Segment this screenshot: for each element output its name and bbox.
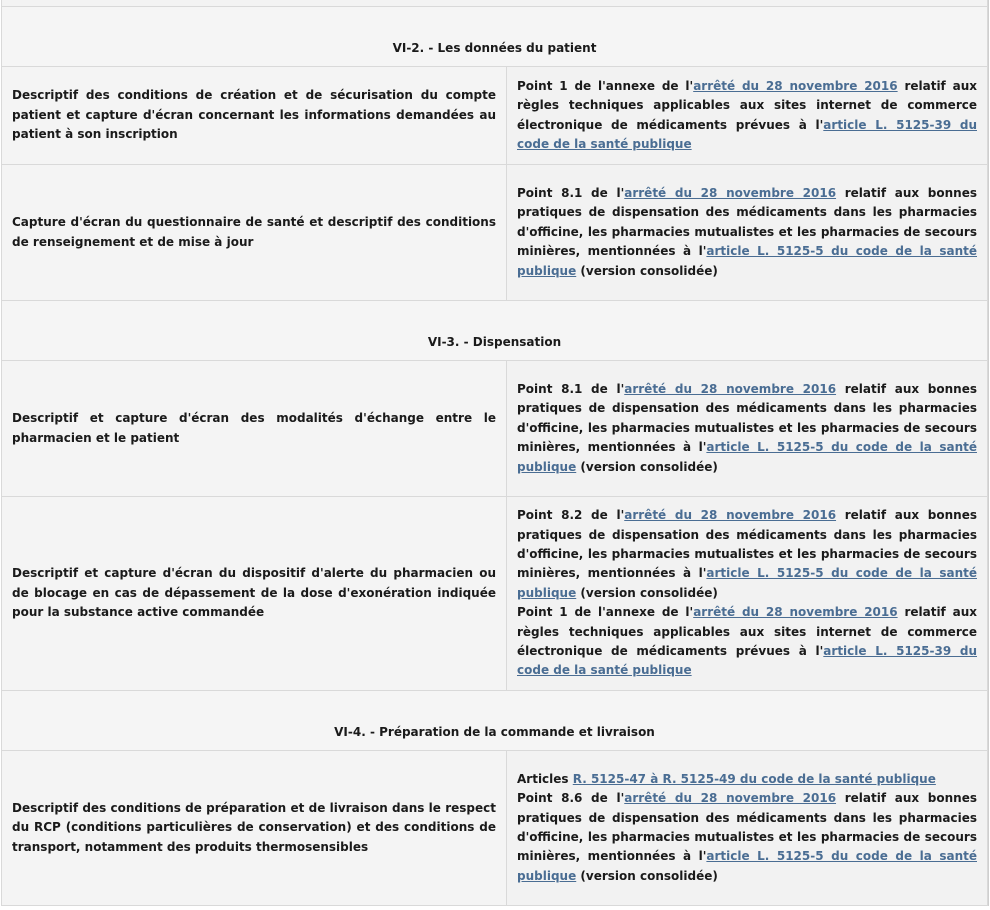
section-header-row bbox=[2, 7, 988, 67]
section-title: VI-2. - Les données du patient bbox=[2, 7, 988, 67]
reference-link[interactable]: article L. 5125-39 du code de la santé publique bbox=[517, 644, 977, 678]
section-title: VI-4. - Préparation de la commande et livraison bbox=[2, 691, 988, 751]
reference-paragraph: Point 1 de l'annexe de l'arrêté du 28 novembre 2016 relatif aux règles techniques applicables aux sites internet de commerce électronique de médicaments prévues à l'article L. 5125-39 du code de la santé publique bbox=[517, 78, 977, 151]
table-row bbox=[2, 165, 988, 301]
reference-paragraph: Point 8.1 de l'arrêté du 28 novembre 2016 relatif aux bonnes pratiques de dispensation des médicaments dans les pharmacies d'officine, les pharmacies mutualistes et les pharmacies de secours minières, mentionnées à l'article L. 5125-5 du code de la santé publique (version consolidée) bbox=[517, 381, 977, 474]
requirement-cell: Descriptif et capture d'écran du dispositif d'alerte du pharmacien ou de blocage en cas de dépassement de la dose d'exonération indiquée pour la substance active commandée bbox=[2, 497, 507, 691]
reference-cell bbox=[507, 67, 988, 165]
reference-cell bbox=[507, 497, 988, 691]
reference-link[interactable]: arrêté du 28 novembre 2016 bbox=[624, 791, 837, 806]
reference-paragraph: Point 8.6 de l'arrêté du 28 novembre 2016 relatif aux bonnes pratiques de dispensation des médicaments dans les pharmacies d'officine, les pharmacies mutualistes et les pharmacies de secours minières, mentionnées à l'article L. 5125-5 du code de la santé publique (version consolidée) bbox=[517, 791, 977, 883]
section-header-row bbox=[2, 691, 988, 751]
reference-cell bbox=[507, 751, 988, 906]
reference-link[interactable]: arrêté du 28 novembre 2016 bbox=[693, 78, 898, 93]
requirement-cell: Descriptif et capture d'écran des modalités d'échange entre le pharmacien et le patient bbox=[2, 361, 507, 497]
table-row bbox=[2, 67, 988, 165]
table-row bbox=[2, 497, 988, 691]
table-row bbox=[2, 751, 988, 906]
reference-paragraph: Point 1 de l'annexe de l'arrêté du 28 novembre 2016 relatif aux règles techniques applicables aux sites internet de commerce électronique de médicaments prévues à l'article L. 5125-39 du code de la santé publique bbox=[517, 605, 977, 678]
reference-cell bbox=[507, 361, 988, 497]
reference-cell bbox=[507, 165, 988, 301]
reference-paragraph: Articles R. 5125-47 à R. 5125-49 du code de la santé publique bbox=[517, 771, 936, 786]
reference-link[interactable]: article L. 5125-5 du code de la santé publique bbox=[517, 566, 977, 600]
reference-link[interactable]: arrêté du 28 novembre 2016 bbox=[624, 508, 837, 523]
reference-link[interactable]: arrêté du 28 novembre 2016 bbox=[624, 185, 837, 200]
requirements-table bbox=[1, 0, 988, 906]
reference-link[interactable]: article L. 5125-5 du code de la santé publique bbox=[517, 244, 977, 278]
reference-link[interactable]: article L. 5125-39 du code de la santé publique bbox=[517, 117, 977, 151]
requirement-cell: Capture d'écran du questionnaire de santé et descriptif des conditions de renseignement et de mise à jour bbox=[2, 165, 507, 301]
requirement-cell: Descriptif des conditions de préparation et de livraison dans le respect du RCP (conditions particulières de conservation) et des conditions de transport, notamment des produits thermosensibles bbox=[2, 751, 507, 906]
reference-link[interactable]: article L. 5125-5 du code de la santé publique bbox=[517, 440, 977, 474]
reference-link[interactable]: arrêté du 28 novembre 2016 bbox=[624, 381, 837, 396]
reference-link[interactable]: arrêté du 28 novembre 2016 bbox=[693, 605, 898, 620]
reference-link[interactable]: R. 5125-47 à R. 5125-49 du code de la santé publique bbox=[572, 771, 936, 786]
section-header-row bbox=[2, 301, 988, 361]
reference-paragraph: Point 8.2 de l'arrêté du 28 novembre 2016 relatif aux bonnes pratiques de dispensation des médicaments dans les pharmacies d'officine, les pharmacies mutualistes et les pharmacies de secours minières, mentionnées à l'article L. 5125-5 du code de la santé publique (version consolidée) bbox=[517, 508, 977, 600]
reference-link[interactable]: article L. 5125-5 du code de la santé publique bbox=[517, 849, 977, 883]
reference-paragraph: Point 8.1 de l'arrêté du 28 novembre 2016 relatif aux bonnes pratiques de dispensation des médicaments dans les pharmacies d'officine, les pharmacies mutualistes et les pharmacies de secours minières, mentionnées à l'article L. 5125-5 du code de la santé publique (version consolidée) bbox=[517, 185, 977, 278]
table-row bbox=[2, 361, 988, 497]
section-title: VI-3. - Dispensation bbox=[2, 301, 988, 361]
requirement-cell: Descriptif des conditions de création et de sécurisation du compte patient et capture d'écran concernant les informations demandées au patient à son inscription bbox=[2, 67, 507, 165]
